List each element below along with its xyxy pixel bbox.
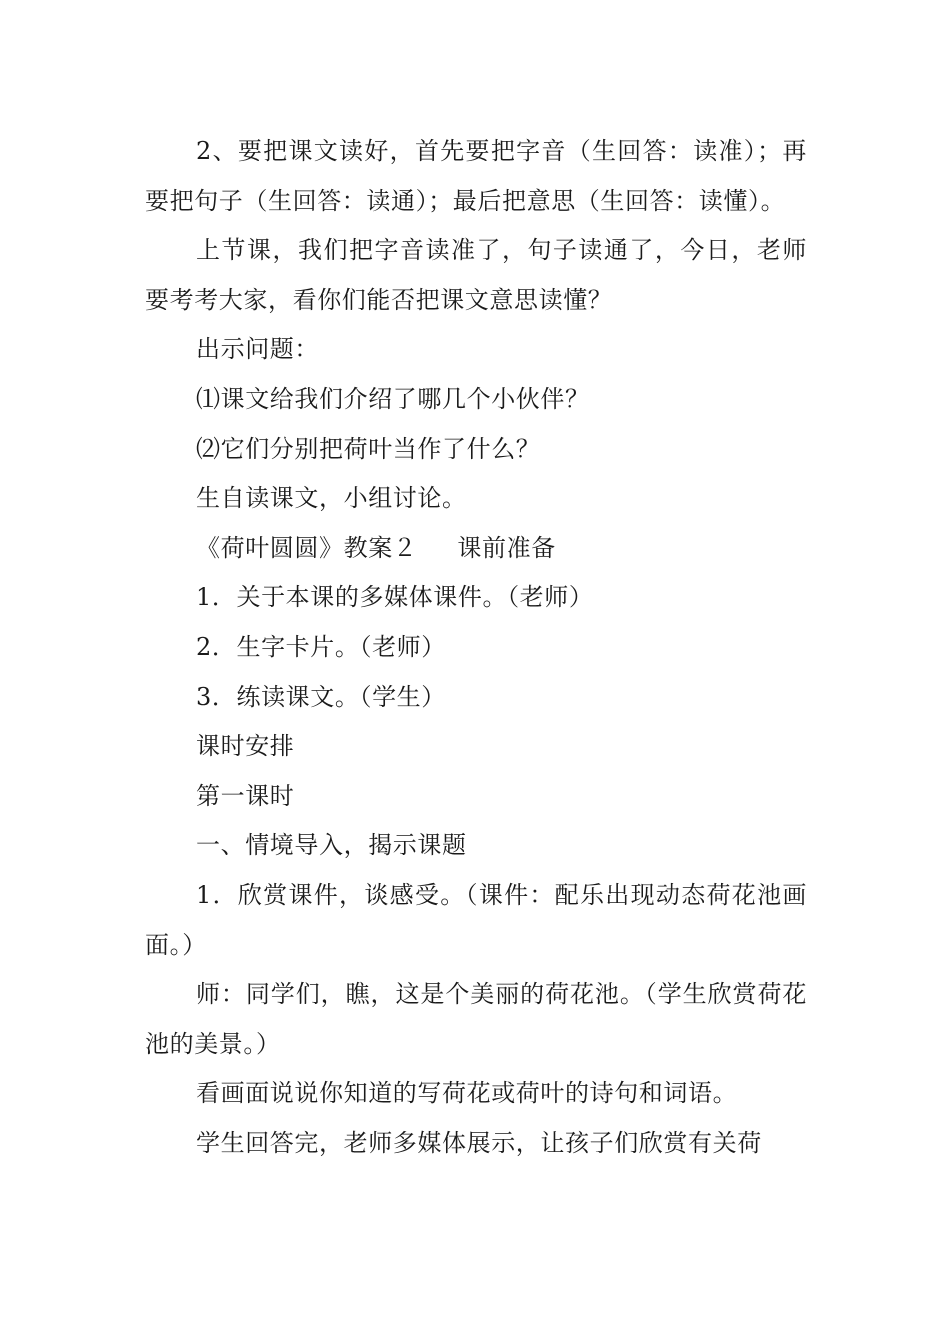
paragraph: 学生回答完，老师多媒体展示，让孩子们欣赏有关荷 bbox=[196, 1128, 762, 1157]
paragraph: 师：同学们，瞧，这是个美丽的荷花池。（学生欣赏荷花池的美景。） bbox=[145, 980, 807, 1058]
subheading: 第一课时 bbox=[196, 781, 295, 810]
paragraph: 出示问题： bbox=[196, 335, 319, 364]
paragraph: 2、要把课文读好，首先要把字音（生回答：读准）；再要把句子（生回答：读通）；最后把意思（生回答：读懂）。 bbox=[145, 137, 807, 215]
document-body bbox=[145, 127, 807, 1168]
paragraph: 生自读课文，小组讨论。 bbox=[196, 484, 467, 513]
paragraph: ⑴课文给我们介绍了哪几个小伙伴？ bbox=[196, 384, 590, 413]
section-title-left: 《荷叶圆圆》教案２ bbox=[196, 533, 418, 562]
subheading: 课时安排 bbox=[196, 732, 295, 761]
section-title-right: 课前准备 bbox=[457, 533, 556, 562]
list-item: 1．关于本课的多媒体课件。（老师） bbox=[196, 583, 594, 612]
subheading: 一、情境导入，揭示课题 bbox=[196, 831, 467, 860]
paragraph: 1．欣赏课件，谈感受。（课件：配乐出现动态荷花池画面。） bbox=[145, 880, 807, 959]
paragraph: 上节课，我们把字音读准了，句子读通了，今日，老师要考考大家，看你们能否把课文意思读懂？ bbox=[145, 236, 807, 314]
list-item: 3．练读课文。（学生） bbox=[196, 682, 446, 711]
paragraph: ⑵它们分别把荷叶当作了什么？ bbox=[196, 434, 541, 463]
list-item: 2．生字卡片。（老师） bbox=[196, 632, 446, 661]
paragraph: 看画面说说你知道的写荷花或荷叶的诗句和词语。 bbox=[196, 1079, 738, 1108]
section-title bbox=[145, 524, 807, 574]
